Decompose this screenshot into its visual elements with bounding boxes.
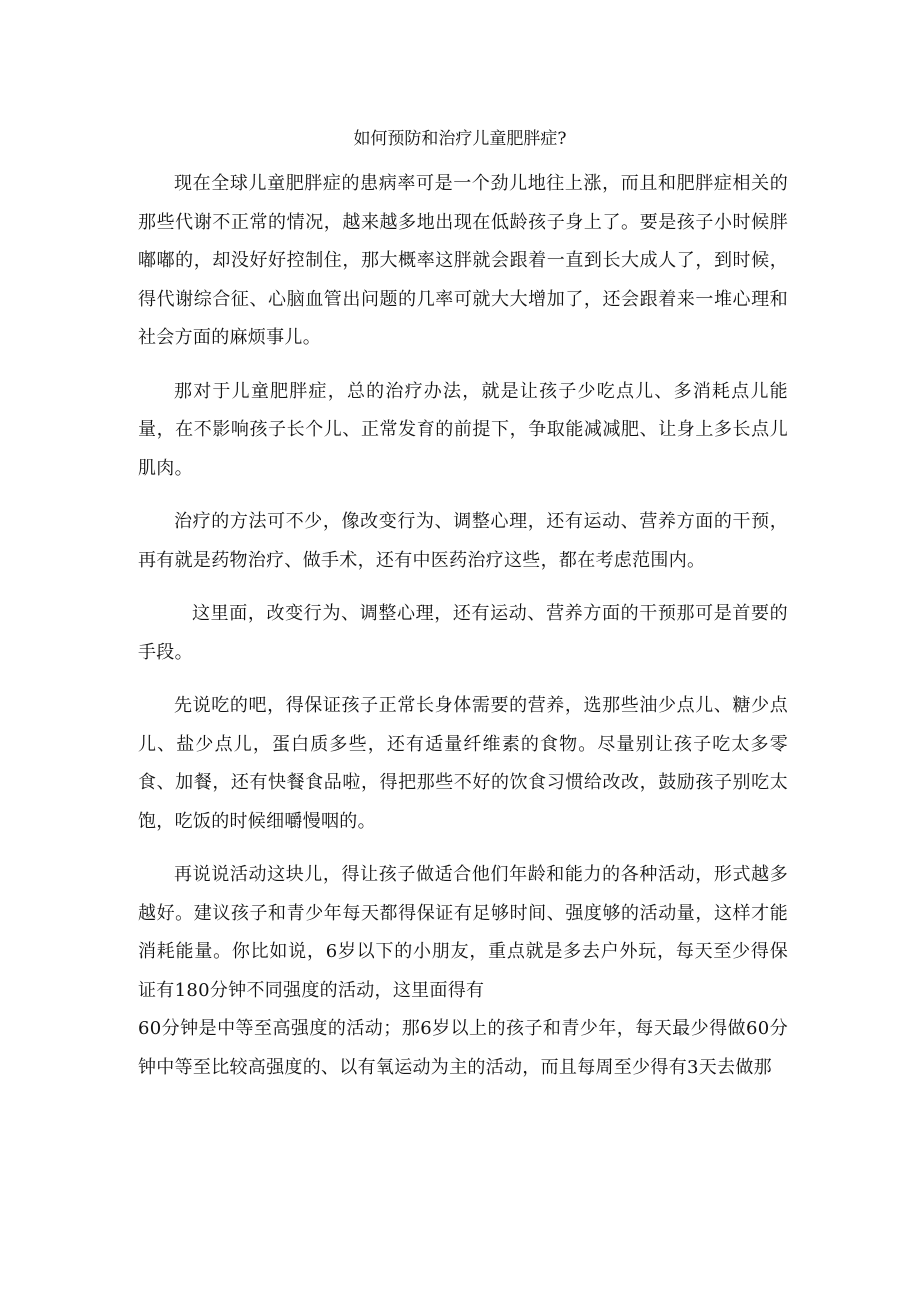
paragraph-primary-means: 这里面，改变行为、调整心理，还有运动、营养方面的干预那可是首要的手段。 bbox=[138, 603, 788, 663]
document-title: 如何预防和治疗儿童肥胖症? bbox=[353, 129, 567, 149]
paragraph-diet: 先说吃的吧，得保证孩子正常长身体需要的营养，选那些油少点儿、糖少点儿、盐少点儿，蛋白质多些，还有适量纤维素的食物。尽量别让孩子吃太多零食、加餐，还有快餐食品啦，得把那些不好的饮食习惯给改改，鼓励孩子别吃太饱，吃饭的时候细嚼慢咽的。 bbox=[138, 695, 788, 832]
document-body bbox=[138, 165, 788, 1087]
paragraph-activity: 再说说活动这块儿，得让孩子做适合他们年龄和能力的各种活动，形式越多越好。建议孩子和青少年每天都得保证有足够时间、强度够的活动量，这样才能消耗能量。你比如说，6岁以下的小朋友，重点就是多去户外玩，每天至少得保证有180分钟不同强度的活动，这里面得有 bbox=[138, 864, 788, 1001]
paragraph-activity-continued: 60分钟是中等至高强度的活动；那6岁以上的孩子和青少年，每天最少得做60分钟中等至比较高强度的、以有氧运动为主的活动，而且每周至少得有3天去做那 bbox=[138, 1018, 788, 1078]
paragraph-treatment-principle: 那对于儿童肥胖症，总的治疗办法，就是让孩子少吃点儿、多消耗点儿能量，在不影响孩子长个儿、正常发育的前提下，争取能减减肥、让身上多长点儿肌肉。 bbox=[138, 380, 788, 479]
paragraph-prevalence: 现在全球儿童肥胖症的患病率可是一个劲儿地往上涨，而且和肥胖症相关的那些代谢不正常的情况，越来越多地出现在低龄孩子身上了。要是孩子小时候胖嘟嘟的，却没好好控制住，那大概率这胖就会跟着一直到长大成人了，到时候，得代谢综合征、心脑血管出问题的几率可就大大增加了，还会跟着来一堆心理和社会方面的麻烦事儿。 bbox=[138, 173, 788, 348]
paragraph-treatment-methods: 治疗的方法可不少，像改变行为、调整心理，还有运动、营养方面的干预，再有就是药物治疗、做手术，还有中医药治疗这些，都在考虑范围内。 bbox=[138, 511, 788, 571]
